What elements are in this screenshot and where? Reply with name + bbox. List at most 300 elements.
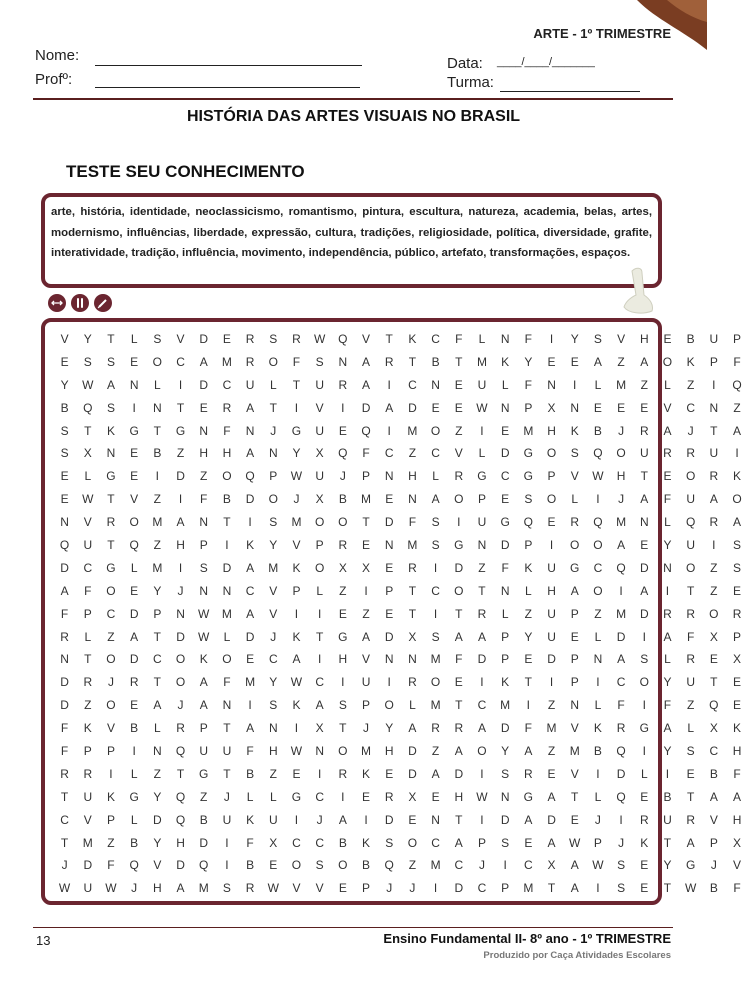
grid-letter[interactable]: X: [408, 629, 417, 644]
grid-letter[interactable]: N: [570, 698, 580, 713]
grid-letter[interactable]: H: [547, 583, 556, 598]
grid-letter[interactable]: D: [408, 400, 417, 415]
grid-letter[interactable]: E: [385, 492, 394, 507]
grid-letter[interactable]: S: [199, 560, 208, 575]
grid-letter[interactable]: R: [686, 446, 695, 461]
grid-letter[interactable]: C: [431, 446, 440, 461]
grid-letter[interactable]: V: [617, 332, 626, 346]
grid-letter[interactable]: Z: [524, 606, 533, 621]
grid-letter[interactable]: I: [109, 766, 113, 781]
grid-letter[interactable]: L: [84, 629, 92, 644]
grid-letter[interactable]: T: [478, 583, 486, 598]
grid-letter[interactable]: Y: [153, 835, 162, 850]
grid-letter[interactable]: F: [223, 423, 231, 438]
grid-letter[interactable]: X: [83, 446, 92, 461]
grid-letter[interactable]: D: [639, 560, 649, 575]
grid-letter[interactable]: I: [387, 423, 391, 438]
grid-letter[interactable]: I: [225, 835, 229, 850]
grid-letter[interactable]: H: [153, 881, 162, 896]
grid-letter[interactable]: C: [83, 560, 93, 575]
grid-letter[interactable]: J: [177, 583, 184, 598]
grid-letter[interactable]: E: [246, 652, 255, 667]
grid-letter[interactable]: I: [225, 858, 229, 873]
grid-letter[interactable]: T: [269, 400, 277, 415]
grid-letter[interactable]: V: [733, 858, 742, 873]
grid-letter[interactable]: D: [245, 629, 255, 644]
grid-letter[interactable]: I: [596, 675, 600, 690]
grid-letter[interactable]: Y: [153, 583, 162, 598]
grid-letter[interactable]: M: [523, 881, 534, 896]
grid-letter[interactable]: I: [480, 766, 484, 781]
grid-letter[interactable]: I: [132, 744, 136, 759]
grid-letter[interactable]: E: [408, 812, 417, 827]
grid-letter[interactable]: I: [457, 515, 461, 530]
grid-letter[interactable]: J: [177, 698, 184, 713]
grid-letter[interactable]: P: [106, 744, 115, 759]
grid-letter[interactable]: N: [408, 652, 417, 667]
grid-letter[interactable]: C: [431, 835, 440, 850]
grid-letter[interactable]: Q: [175, 812, 186, 827]
grid-letter[interactable]: D: [83, 858, 93, 873]
grid-letter[interactable]: Q: [175, 789, 186, 804]
grid-letter[interactable]: S: [733, 538, 742, 553]
grid-letter[interactable]: H: [639, 332, 649, 346]
grid-letter[interactable]: S: [617, 881, 626, 896]
grid-letter[interactable]: X: [733, 835, 742, 850]
grid-letter[interactable]: Z: [107, 835, 115, 850]
grid-letter[interactable]: R: [663, 446, 672, 461]
grid-letter[interactable]: I: [178, 377, 183, 392]
grid-letter[interactable]: C: [431, 332, 440, 346]
grid-letter[interactable]: L: [525, 583, 532, 598]
grid-letter[interactable]: A: [153, 698, 162, 713]
grid-letter[interactable]: O: [732, 492, 742, 507]
grid-letter[interactable]: D: [199, 835, 209, 850]
grid-letter[interactable]: W: [198, 629, 210, 644]
grid-letter[interactable]: V: [106, 721, 115, 736]
grid-letter[interactable]: R: [709, 515, 719, 530]
date-field[interactable]: ____/____/_______: [497, 56, 595, 68]
grid-letter[interactable]: Y: [663, 675, 672, 690]
grid-letter[interactable]: N: [268, 446, 278, 461]
grid-letter[interactable]: A: [385, 400, 394, 415]
grid-letter[interactable]: L: [501, 377, 509, 392]
grid-letter[interactable]: I: [712, 377, 716, 392]
grid-letter[interactable]: M: [476, 354, 487, 369]
grid-letter[interactable]: Y: [83, 332, 92, 346]
grid-letter[interactable]: A: [593, 354, 602, 369]
grid-letter[interactable]: L: [478, 332, 486, 346]
grid-letter[interactable]: F: [524, 332, 533, 346]
grid-letter[interactable]: F: [663, 698, 672, 713]
grid-letter[interactable]: N: [245, 423, 255, 438]
grid-letter[interactable]: B: [130, 721, 139, 736]
grid-letter[interactable]: C: [384, 446, 394, 461]
grid-letter[interactable]: Z: [686, 698, 695, 713]
grid-letter[interactable]: D: [153, 812, 162, 827]
grid-letter[interactable]: A: [246, 446, 255, 461]
grid-letter[interactable]: T: [571, 789, 579, 804]
grid-letter[interactable]: P: [83, 606, 92, 621]
grid-letter[interactable]: R: [384, 789, 394, 804]
grid-letter[interactable]: V: [709, 812, 718, 827]
grid-letter[interactable]: S: [106, 354, 115, 369]
grid-letter[interactable]: A: [686, 835, 695, 850]
grid-letter[interactable]: P: [292, 583, 301, 598]
grid-letter[interactable]: V: [362, 332, 371, 346]
grid-letter[interactable]: V: [83, 515, 92, 530]
grid-letter[interactable]: L: [640, 766, 648, 781]
grid-letter[interactable]: Z: [339, 583, 347, 598]
grid-letter[interactable]: I: [387, 377, 391, 392]
grid-letter[interactable]: A: [640, 354, 649, 369]
grid-letter[interactable]: F: [60, 744, 69, 759]
grid-letter[interactable]: K: [199, 652, 208, 667]
grid-letter[interactable]: K: [106, 789, 115, 804]
grid-letter[interactable]: X: [709, 721, 718, 736]
grid-letter[interactable]: Z: [176, 446, 185, 461]
grid-letter[interactable]: N: [153, 400, 162, 415]
grid-letter[interactable]: O: [616, 446, 626, 461]
grid-letter[interactable]: T: [315, 629, 324, 644]
grid-letter[interactable]: N: [222, 698, 232, 713]
grid-letter[interactable]: E: [130, 446, 139, 461]
grid-letter[interactable]: M: [616, 377, 627, 392]
grid-letter[interactable]: M: [221, 606, 232, 621]
grid-letter[interactable]: Q: [338, 332, 348, 346]
grid-letter[interactable]: D: [477, 652, 487, 667]
grid-letter[interactable]: D: [384, 515, 394, 530]
grid-letter[interactable]: L: [84, 469, 92, 484]
grid-letter[interactable]: I: [480, 675, 484, 690]
grid-letter[interactable]: B: [593, 423, 602, 438]
grid-letter[interactable]: J: [478, 858, 485, 873]
grid-letter[interactable]: V: [454, 446, 463, 461]
grid-letter[interactable]: H: [338, 652, 348, 667]
grid-letter[interactable]: U: [686, 675, 695, 690]
grid-letter[interactable]: T: [455, 698, 463, 713]
grid-letter[interactable]: H: [408, 469, 417, 484]
grid-letter[interactable]: C: [245, 583, 255, 598]
grid-letter[interactable]: S: [315, 354, 324, 369]
grid-letter[interactable]: E: [292, 766, 301, 781]
grid-letter[interactable]: R: [245, 881, 255, 896]
grid-letter[interactable]: P: [501, 629, 510, 644]
grid-letter[interactable]: E: [431, 789, 440, 804]
grid-letter[interactable]: V: [663, 400, 672, 415]
grid-letter[interactable]: I: [433, 606, 438, 621]
grid-letter[interactable]: V: [315, 881, 324, 896]
grid-letter[interactable]: I: [317, 606, 322, 621]
grid-letter[interactable]: W: [476, 789, 488, 804]
grid-letter[interactable]: I: [549, 538, 554, 553]
grid-letter[interactable]: C: [106, 606, 116, 621]
grid-letter[interactable]: L: [571, 492, 579, 507]
grid-letter[interactable]: E: [338, 606, 347, 621]
grid-letter[interactable]: U: [361, 675, 371, 690]
grid-letter[interactable]: X: [269, 835, 278, 850]
grid-letter[interactable]: O: [546, 492, 557, 507]
grid-letter[interactable]: I: [573, 377, 577, 392]
grid-letter[interactable]: U: [83, 538, 93, 553]
grid-letter[interactable]: Q: [616, 560, 626, 575]
grid-letter[interactable]: A: [408, 721, 417, 736]
grid-letter[interactable]: V: [269, 583, 278, 598]
grid-letter[interactable]: E: [199, 400, 208, 415]
grid-letter[interactable]: P: [501, 881, 510, 896]
grid-letter[interactable]: U: [245, 377, 255, 392]
grid-letter[interactable]: T: [292, 377, 301, 392]
grid-letter[interactable]: H: [732, 744, 742, 759]
grid-letter[interactable]: O: [430, 423, 441, 438]
grid-letter[interactable]: I: [294, 721, 299, 736]
grid-letter[interactable]: U: [547, 606, 556, 621]
grid-letter[interactable]: V: [570, 721, 579, 736]
grid-letter[interactable]: O: [338, 744, 348, 759]
grid-letter[interactable]: P: [385, 583, 394, 598]
grid-letter[interactable]: F: [223, 675, 231, 690]
grid-letter[interactable]: U: [709, 446, 719, 461]
grid-letter[interactable]: G: [129, 789, 139, 804]
grid-letter[interactable]: P: [501, 652, 510, 667]
grid-letter[interactable]: H: [454, 789, 464, 804]
grid-letter[interactable]: A: [570, 583, 579, 598]
grid-letter[interactable]: B: [663, 789, 672, 804]
grid-letter[interactable]: L: [130, 766, 138, 781]
grid-letter[interactable]: S: [431, 629, 440, 644]
grid-letter[interactable]: V: [176, 332, 185, 346]
grid-letter[interactable]: P: [524, 538, 533, 553]
grid-letter[interactable]: E: [130, 583, 139, 598]
grid-letter[interactable]: Y: [60, 377, 69, 392]
grid-letter[interactable]: J: [618, 835, 625, 850]
grid-letter[interactable]: Q: [732, 377, 742, 392]
grid-letter[interactable]: L: [269, 377, 277, 392]
grid-letter[interactable]: N: [199, 423, 209, 438]
grid-letter[interactable]: P: [362, 469, 371, 484]
grid-letter[interactable]: I: [642, 744, 646, 759]
grid-letter[interactable]: I: [549, 332, 554, 346]
grid-letter[interactable]: W: [198, 606, 210, 621]
grid-letter[interactable]: K: [292, 560, 301, 575]
grid-letter[interactable]: I: [178, 560, 183, 575]
grid-letter[interactable]: B: [60, 400, 69, 415]
grid-letter[interactable]: O: [175, 652, 186, 667]
grid-letter[interactable]: C: [431, 583, 440, 598]
grid-letter[interactable]: J: [107, 675, 114, 690]
grid-letter[interactable]: P: [547, 469, 556, 484]
grid-letter[interactable]: P: [709, 835, 718, 850]
grid-letter[interactable]: I: [503, 858, 507, 873]
grid-letter[interactable]: N: [500, 332, 510, 346]
grid-letter[interactable]: C: [477, 881, 487, 896]
grid-letter[interactable]: D: [176, 858, 185, 873]
grid-letter[interactable]: E: [222, 332, 231, 346]
grid-letter[interactable]: T: [153, 423, 162, 438]
grid-letter[interactable]: Q: [338, 446, 348, 461]
grid-letter[interactable]: G: [199, 766, 209, 781]
grid-letter[interactable]: E: [570, 812, 579, 827]
grid-letter[interactable]: A: [362, 377, 371, 392]
grid-letter[interactable]: T: [640, 469, 648, 484]
grid-letter[interactable]: Z: [455, 423, 463, 438]
grid-letter[interactable]: G: [454, 538, 464, 553]
grid-letter[interactable]: G: [106, 469, 116, 484]
grid-letter[interactable]: Y: [663, 744, 672, 759]
grid-letter[interactable]: R: [292, 332, 301, 346]
grid-letter[interactable]: I: [294, 606, 299, 621]
grid-letter[interactable]: E: [362, 538, 371, 553]
grid-letter[interactable]: E: [269, 858, 278, 873]
grid-letter[interactable]: B: [338, 492, 347, 507]
grid-letter[interactable]: T: [60, 835, 69, 850]
grid-letter[interactable]: D: [245, 492, 255, 507]
grid-letter[interactable]: A: [60, 583, 69, 598]
grid-letter[interactable]: E: [570, 629, 579, 644]
grid-letter[interactable]: C: [176, 354, 185, 369]
grid-letter[interactable]: O: [662, 354, 673, 369]
grid-letter[interactable]: N: [570, 400, 580, 415]
grid-letter[interactable]: Y: [292, 446, 301, 461]
grid-letter[interactable]: Z: [408, 446, 417, 461]
grid-letter[interactable]: M: [221, 354, 232, 369]
grid-letter[interactable]: K: [408, 332, 417, 346]
grid-letter[interactable]: I: [642, 629, 646, 644]
grid-letter[interactable]: A: [246, 721, 255, 736]
grid-letter[interactable]: L: [223, 629, 231, 644]
grid-letter[interactable]: A: [454, 744, 463, 759]
grid-letter[interactable]: U: [268, 812, 278, 827]
grid-letter[interactable]: Z: [733, 400, 741, 415]
grid-letter[interactable]: V: [269, 606, 278, 621]
grid-letter[interactable]: E: [60, 354, 69, 369]
grid-letter[interactable]: A: [362, 629, 371, 644]
grid-letter[interactable]: E: [547, 354, 556, 369]
grid-letter[interactable]: P: [83, 744, 92, 759]
grid-letter[interactable]: G: [291, 423, 302, 438]
grid-letter[interactable]: P: [733, 332, 742, 346]
grid-letter[interactable]: Y: [524, 629, 533, 644]
grid-letter[interactable]: N: [60, 652, 69, 667]
grid-letter[interactable]: J: [409, 881, 416, 896]
grid-letter[interactable]: F: [362, 446, 370, 461]
grid-letter[interactable]: M: [616, 606, 627, 621]
grid-letter[interactable]: U: [315, 423, 324, 438]
grid-letter[interactable]: V: [570, 469, 579, 484]
grid-letter[interactable]: B: [246, 766, 255, 781]
grid-letter[interactable]: R: [686, 606, 695, 621]
grid-letter[interactable]: W: [105, 881, 117, 896]
grid-letter[interactable]: L: [409, 698, 416, 713]
grid-letter[interactable]: D: [454, 766, 464, 781]
grid-letter[interactable]: O: [338, 515, 348, 530]
grid-letter[interactable]: U: [547, 629, 556, 644]
grid-letter[interactable]: T: [710, 423, 718, 438]
grid-letter[interactable]: O: [314, 515, 325, 530]
grid-letter[interactable]: E: [130, 354, 139, 369]
grid-letter[interactable]: I: [317, 766, 322, 781]
grid-letter[interactable]: F: [663, 492, 672, 507]
grid-letter[interactable]: J: [594, 812, 601, 827]
grid-letter[interactable]: R: [663, 606, 672, 621]
grid-letter[interactable]: E: [663, 469, 672, 484]
grid-letter[interactable]: R: [477, 606, 487, 621]
grid-letter[interactable]: Q: [83, 400, 93, 415]
grid-letter[interactable]: R: [686, 652, 695, 667]
grid-letter[interactable]: L: [664, 515, 671, 530]
grid-letter[interactable]: O: [546, 446, 557, 461]
grid-letter[interactable]: O: [291, 858, 302, 873]
grid-letter[interactable]: I: [341, 400, 345, 415]
grid-letter[interactable]: O: [454, 492, 464, 507]
grid-letter[interactable]: D: [500, 721, 510, 736]
grid-letter[interactable]: O: [454, 583, 464, 598]
grid-letter[interactable]: N: [408, 492, 417, 507]
grid-letter[interactable]: B: [222, 492, 231, 507]
grid-letter[interactable]: S: [269, 698, 278, 713]
grid-letter[interactable]: A: [570, 881, 579, 896]
grid-letter[interactable]: F: [60, 721, 69, 736]
grid-letter[interactable]: L: [316, 583, 323, 598]
grid-letter[interactable]: A: [663, 423, 672, 438]
grid-letter[interactable]: G: [338, 629, 348, 644]
grid-letter[interactable]: S: [222, 881, 231, 896]
grid-letter[interactable]: W: [569, 835, 581, 850]
grid-letter[interactable]: D: [639, 606, 649, 621]
grid-letter[interactable]: K: [686, 354, 695, 369]
grid-letter[interactable]: E: [385, 606, 394, 621]
grid-letter[interactable]: Z: [617, 354, 625, 369]
grid-letter[interactable]: A: [477, 629, 486, 644]
grid-letter[interactable]: A: [362, 354, 371, 369]
grid-letter[interactable]: O: [685, 469, 696, 484]
grid-letter[interactable]: B: [338, 835, 347, 850]
grid-letter[interactable]: K: [83, 721, 92, 736]
grid-letter[interactable]: R: [639, 812, 649, 827]
grid-letter[interactable]: V: [130, 492, 139, 507]
grid-letter[interactable]: U: [199, 744, 209, 759]
grid-letter[interactable]: E: [733, 675, 742, 690]
grid-letter[interactable]: C: [222, 377, 232, 392]
grid-letter[interactable]: Q: [593, 446, 603, 461]
grid-letter[interactable]: A: [176, 881, 185, 896]
grid-letter[interactable]: A: [130, 629, 139, 644]
grid-letter[interactable]: S: [106, 400, 115, 415]
grid-letter[interactable]: Z: [153, 766, 162, 781]
grid-letter[interactable]: J: [618, 492, 625, 507]
grid-letter[interactable]: T: [710, 675, 718, 690]
grid-letter[interactable]: K: [362, 766, 371, 781]
grid-letter[interactable]: Z: [547, 744, 556, 759]
grid-letter[interactable]: H: [547, 423, 556, 438]
grid-letter[interactable]: P: [106, 812, 115, 827]
grid-letter[interactable]: O: [129, 515, 139, 530]
grid-letter[interactable]: B: [153, 446, 162, 461]
grid-letter[interactable]: O: [106, 698, 116, 713]
grid-letter[interactable]: Q: [616, 744, 626, 759]
grid-letter[interactable]: R: [338, 377, 348, 392]
grid-letter[interactable]: K: [292, 629, 301, 644]
grid-letter[interactable]: E: [501, 492, 510, 507]
grid-letter[interactable]: R: [338, 766, 348, 781]
grid-letter[interactable]: T: [408, 354, 417, 369]
grid-letter[interactable]: V: [292, 538, 301, 553]
grid-letter[interactable]: O: [314, 560, 325, 575]
grid-letter[interactable]: W: [290, 675, 303, 690]
grid-letter[interactable]: U: [83, 789, 93, 804]
grid-letter[interactable]: O: [106, 583, 116, 598]
grid-letter[interactable]: M: [407, 423, 418, 438]
